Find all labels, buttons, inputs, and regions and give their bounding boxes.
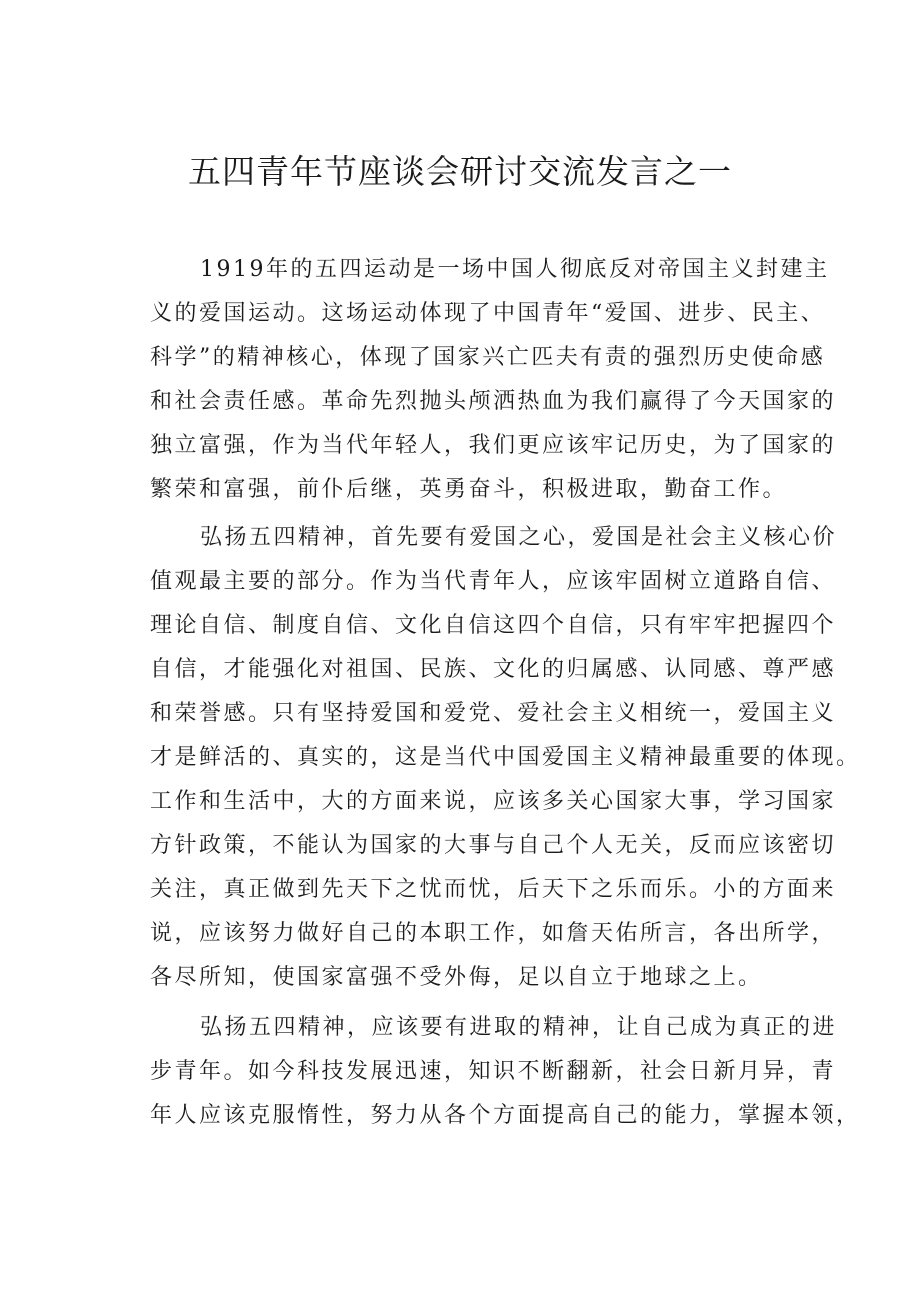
paragraph-line: 工作和生活中，大的方面来说，应该多关心国家大事，学习国家 <box>150 789 837 814</box>
paragraph-line: 自信，才能强化对祖国、民族、文化的归属感、认同感、尊严感 <box>150 657 837 682</box>
paragraph-line: 理论自信、制度自信、文化自信这四个自信，只有牢牢把握四个 <box>150 613 837 638</box>
paragraph-line: 才是鲜活的、真实的，这是当代中国爱国主义精神最重要的体现。 <box>150 745 861 770</box>
paragraph-line: 年人应该克服惰性，努力从各个方面提高自己的能力，掌握本领， <box>150 1103 861 1128</box>
paragraph-line: 弘扬五四精神，首先要有爱国之心，爱国是社会主义核心价 <box>200 525 838 550</box>
paragraph-line: 科学”的精神核心，体现了国家兴亡匹夫有责的强烈历史使命感 <box>150 345 826 370</box>
paragraph-line: 步青年。如今科技发展迅速，知识不断翻新，社会日新月异，青 <box>150 1059 837 1084</box>
paragraph-line: 值观最主要的部分。作为当代青年人，应该牢固树立道路自信、 <box>150 569 837 594</box>
paragraph-line: 关注，真正做到先天下之忧而忧，后天下之乐而乐。小的方面来 <box>150 877 837 902</box>
paragraph-line: 1919年的五四运动是一场中国人彻底反对帝国主义封建主 <box>200 257 830 282</box>
document-title: 五四青年节座谈会研讨交流发言之一 <box>188 152 732 191</box>
paragraph-2 <box>150 516 861 1000</box>
paragraph-line: 弘扬五四精神，应该要有进取的精神，让自己成为真正的进 <box>200 1015 838 1040</box>
paragraph-line: 独立富强，作为当代年轻人，我们更应该牢记历史，为了国家的 <box>150 433 837 458</box>
paragraph-1 <box>150 248 837 512</box>
paragraph-line: 和社会责任感。革命先烈抛头颅洒热血为我们赢得了今天国家的 <box>150 389 837 414</box>
document-body <box>150 248 861 1138</box>
paragraph-line: 繁荣和富强，前仆后继，英勇奋斗，积极进取，勤奋工作。 <box>150 477 788 502</box>
paragraph-line: 和荣誉感。只有坚持爱国和爱党、爱社会主义相统一，爱国主义 <box>150 701 837 726</box>
paragraph-line: 说，应该努力做好自己的本职工作，如詹天佑所言，各出所学， <box>150 921 837 946</box>
paragraph-line: 义的爱国运动。这场运动体现了中国青年“爱国、进步、民主、 <box>150 301 826 326</box>
paragraph-line: 各尽所知，使国家富强不受外侮，足以自立于地球之上。 <box>150 965 763 990</box>
paragraph-3 <box>150 1006 861 1138</box>
paragraph-line: 方针政策，不能认为国家的大事与自己个人无关，反而应该密切 <box>150 833 837 858</box>
